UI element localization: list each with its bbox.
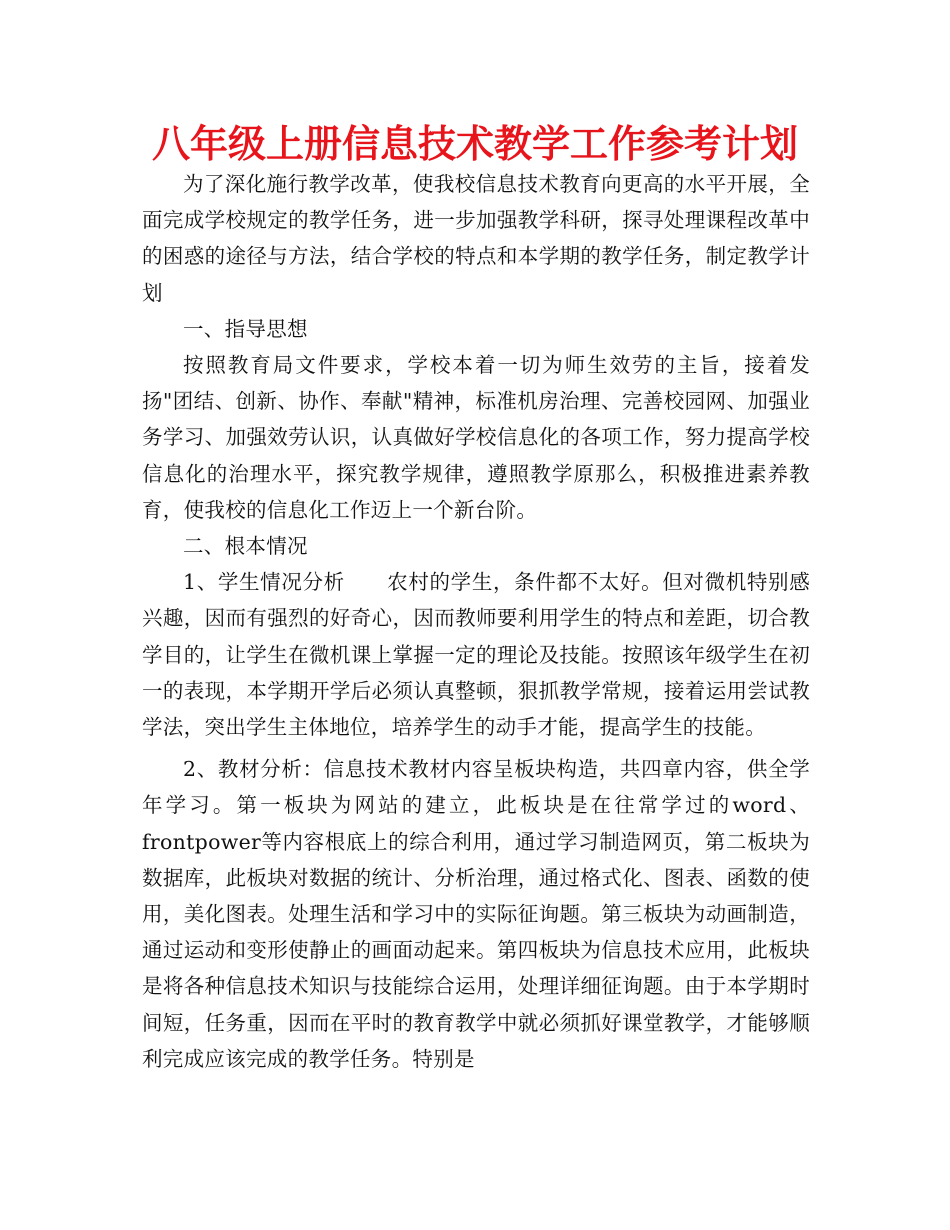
student-analysis-label: 1、学生情况分析 (183, 570, 345, 595)
student-analysis-paragraph (142, 564, 810, 745)
intro-paragraph: 为了深化施行教学改革，使我校信息技术教育向更高的水平开展，全面完成学校规定的教学任务，进一步加强教学科研，探寻处理课程改革中的困惑的途径与方法，结合学校的特点和本学期的教学任务，制定教学计划 (142, 172, 810, 305)
document-title: 八年级上册信息技术教学工作参考计划 (151, 122, 798, 166)
guiding-ideology-paragraph: 按照教育局文件要求，学校本着一切为师生效劳的主旨，接着发扬"团结、创新、协作、奉献"精神，标准机房治理、完善校园网、加强业务学习、加强效劳认识，认真做好学校信息化的各项工作，努力提高学校信息化的治理水平，探究教学规律，遵照教学原那么，积极推进素养教育，使我校的信息化工作迈上一个新台阶。 (142, 353, 810, 522)
section-heading-basic-situation: 二、根本情况 (183, 534, 308, 559)
textbook-analysis-paragraph: 2、教材分析：信息技术教材内容呈板块构造，共四章内容，供全学年学习。第一板块为网站的建立，此板块是在往常学过的word、frontpower等内容根底上的综合利用，通过学习制造网页，第二板块为数据库，此板块对数据的统计、分析治理，通过格式化、图表、函数的使用，美化图表。处理生活和学习中的实际征询题。第三板块为动画制造，通过运动和变形使静止的画面动起来。第四板块为信息技术应用，此板块是将各种信息技术知识与技能综合运用，处理详细征询题。由于本学期时间短，任务重，因而在平时的教育教学中就必须抓好课堂教学，才能够顺利完成应该完成的教学任务。特别是 (142, 757, 810, 1071)
document-body (142, 166, 810, 1077)
section-heading-guiding-ideology: 一、指导思想 (183, 316, 308, 341)
student-analysis-text: 农村的学生，条件都不太好。但对微机特别感兴趣，因而有强烈的好奇心，因而教师要利用学生的特点和差距，切合教学目的，让学生在微机课上掌握一定的理论及技能。按照该年级学生在初一的表现，本学期开学后必须认真整顿，狠抓教学常规，接着运用尝试教学法，突出学生主体地位，培养学生的动手才能，提高学生的技能。 (142, 570, 811, 740)
